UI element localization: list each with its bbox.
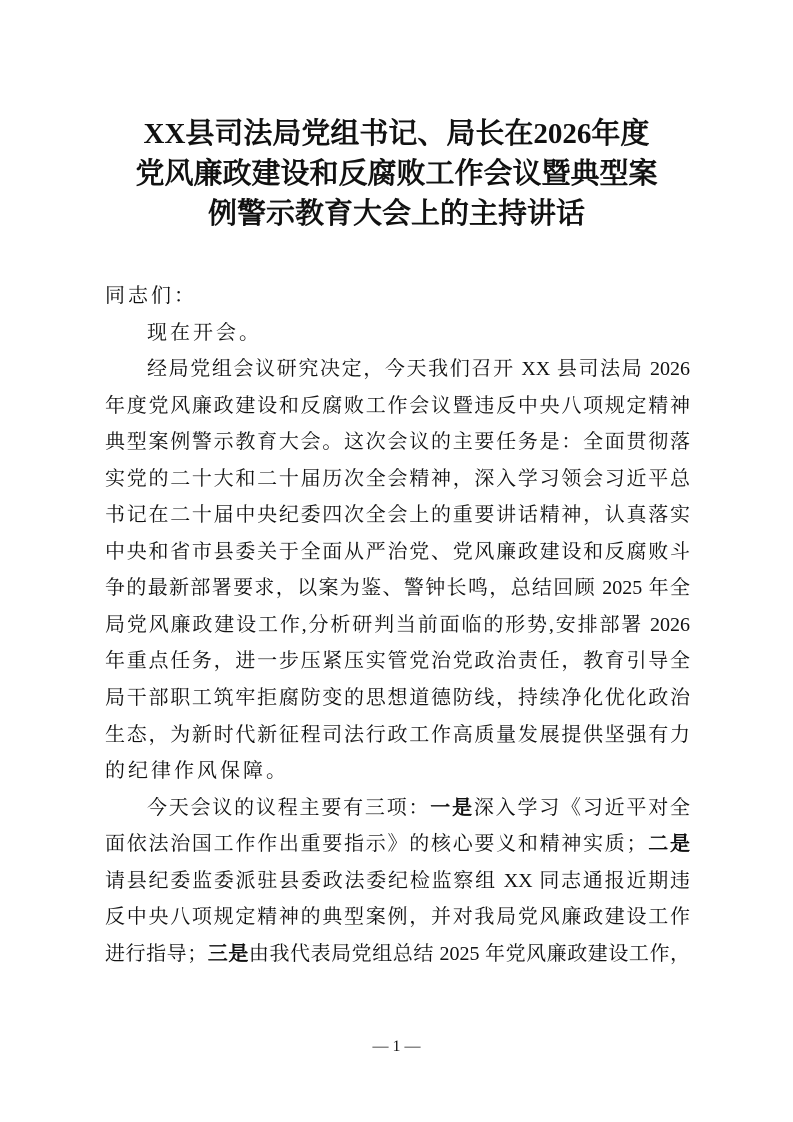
text-segment: 年重点任务，进一步压紧压实管党治党政治责任，教育引导全 <box>105 650 690 673</box>
text-line <box>105 281 690 318</box>
bold-text: 二是 <box>646 833 691 856</box>
text-segment: 同志们： <box>105 285 197 307</box>
text-segment: 中央和省市县委关于全面从严治党、党风廉政建设和反腐败斗 <box>105 540 690 563</box>
document-title <box>60 114 733 234</box>
bold-text: 三是 <box>207 942 249 965</box>
text-segment: 书记在二十届中央纪委四次全会上的重要讲话精神，认真落实 <box>105 504 690 527</box>
text-segment: 的纪律作风保障。 <box>105 760 289 783</box>
text-line <box>105 610 690 647</box>
text-line <box>105 902 690 939</box>
text-line <box>105 793 690 830</box>
text-line <box>105 720 690 757</box>
text-segment: 局干部职工筑牢拒腐防变的思想道德防线，持续净化优化政治 <box>105 687 690 710</box>
text-line <box>105 573 690 610</box>
text-line <box>105 464 690 501</box>
text-segment: 典型案例警示教育大会。这次会议的主要任务是：全面贯彻落 <box>105 431 690 454</box>
text-segment: 实党的二十大和二十届历次全会精神，深入学习领会习近平总 <box>105 467 690 490</box>
text-segment: 今天会议的议程主要有三项： <box>147 796 431 819</box>
text-segment: 深入学习《习近平对全 <box>473 796 691 819</box>
text-line <box>105 829 690 866</box>
text-segment: 反中央八项规定精神的典型案例，并对我局党风廉政建设工作 <box>105 906 690 929</box>
bold-text: 一是 <box>430 796 474 819</box>
text-segment: 争的最新部署要求，以案为鉴、警钟长鸣，总结回顾 2025 年全 <box>105 577 690 600</box>
text-segment: 现在开会。 <box>147 321 262 344</box>
page-number: — 1 — <box>372 1038 421 1055</box>
text-line <box>105 866 690 903</box>
text-segment: 请县纪委监委派驻县委政法委纪检监察组 XX 同志通报近期违 <box>105 869 690 892</box>
text-line <box>105 683 690 720</box>
document-body <box>105 281 690 975</box>
text-line <box>105 500 690 537</box>
text-line <box>105 646 690 683</box>
text-line <box>105 354 690 391</box>
title-line: 党风廉政建设和反腐败工作会议暨典型案 <box>135 158 658 190</box>
text-line <box>105 318 690 355</box>
title-line: 例警示教育大会上的主持讲话 <box>207 198 585 230</box>
text-segment: 经局党组会议研究决定，今天我们召开 XX 县司法局 2026 <box>147 358 690 381</box>
text-line <box>105 939 690 976</box>
text-segment: 进行指导； <box>105 942 208 965</box>
text-line <box>105 537 690 574</box>
text-line <box>105 391 690 428</box>
text-line <box>105 756 690 793</box>
text-segment: 局党风廉政建设工作,分析研判当前面临的形势,安排部署 2026 <box>105 613 690 636</box>
text-segment: 由我代表局党组总结 2025 年党风廉政建设工作， <box>248 942 691 965</box>
text-segment: 面依法治国工作作出重要指示》的核心要义和精神实质； <box>105 833 647 856</box>
text-line <box>105 427 690 464</box>
text-segment: 年度党风廉政建设和反腐败工作会议暨违反中央八项规定精神 <box>105 394 690 417</box>
text-segment: 生态，为新时代新征程司法行政工作高质量发展提供坚强有力 <box>105 723 690 746</box>
title-line: XX县司法局党组书记、局长在2026年度 <box>143 118 650 150</box>
